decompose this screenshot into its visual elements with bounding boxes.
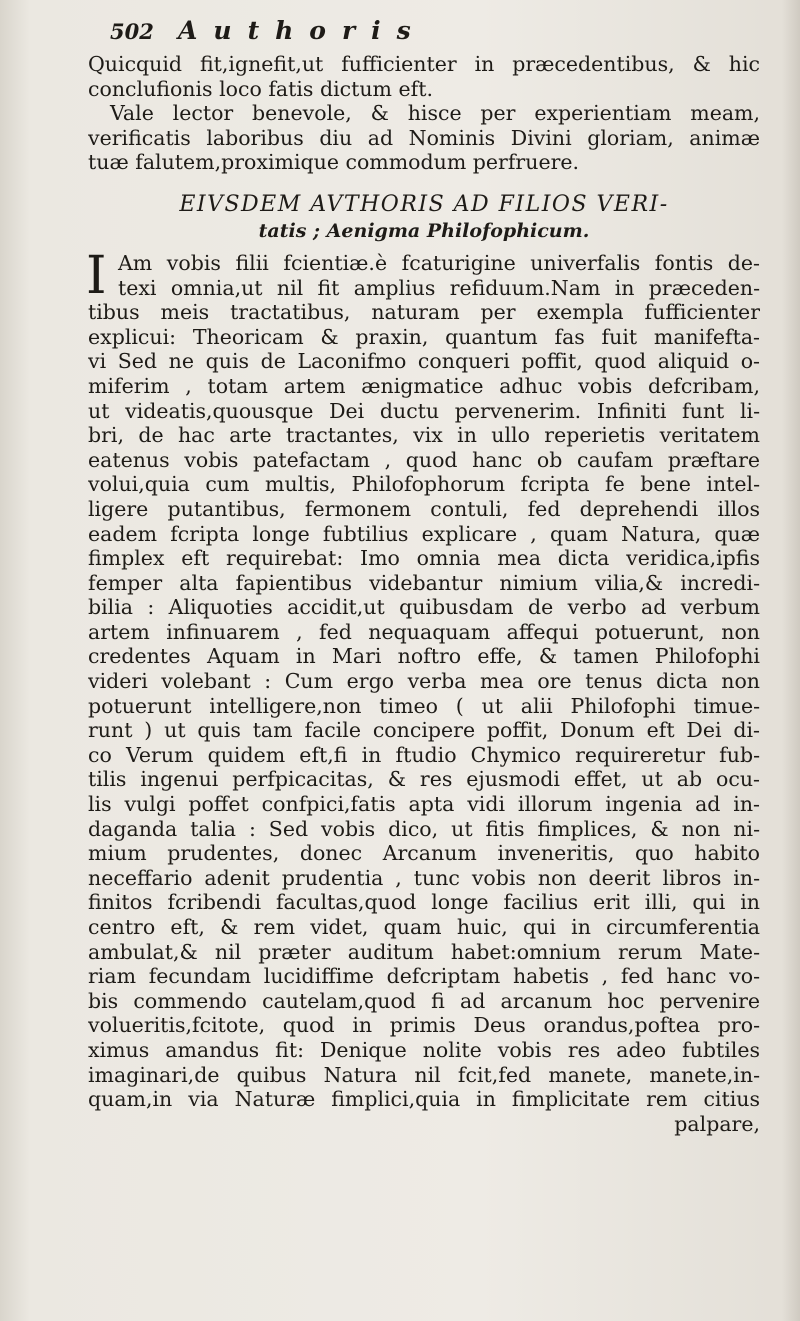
- text-line: finitos fcribendi facultas,quod longe facilius erit illi, qui in: [88, 890, 760, 915]
- text-line: eadem fcripta longe fubtilius explicare , quam Natura, quæ: [88, 521, 760, 546]
- text-line: femper alta fapientibus videbantur nimium vilia,& incredi-: [88, 570, 760, 595]
- text-line: artem infinuarem , fed nequaquam affequi potuerunt, non: [88, 619, 760, 644]
- page-number: 502: [110, 19, 154, 44]
- text-line: verificatis laboribus diu ad Nominis Divini gloriam, animæ: [88, 125, 760, 150]
- page-header: [110, 16, 760, 52]
- page-edge-shadow: [782, 0, 800, 1321]
- text-line: Am vobis filii fcientiæ.è fcaturigine univerfalis fontis de-: [118, 250, 760, 275]
- text-line: miferim , totam artem ænigmatice adhuc vobis defcribam,: [88, 373, 760, 398]
- paragraph-2: [88, 101, 760, 175]
- text-line: texi omnia,ut nil fit amplius refiduum.Nam in præceden-: [118, 275, 760, 300]
- text-line: quam,in via Naturæ fimplici,quia in fimplicitate rem citius: [88, 1087, 760, 1112]
- text-line: ambulat,& nil præter auditum habet:omnium rerum Mate-: [88, 939, 760, 964]
- text-line: centro eft, & rem videt, quam huic, qui in circumferentia: [88, 915, 760, 939]
- catchword: palpare,: [674, 1111, 760, 1136]
- text-line: fimplex eft requirebat: Imo omnia mea dicta veridica,ipfis: [88, 546, 760, 571]
- text-line: bis commendo cautelam,quod fi ad arcanum hoc pervenire: [88, 988, 760, 1013]
- text-line: vi Sed ne quis de Laconifmo conqueri poffit, quod aliquid o-: [88, 349, 760, 374]
- text-line: mium prudentes, donec Arcanum inveneritis, quo habito: [88, 841, 760, 866]
- drop-cap: I: [86, 245, 107, 306]
- text-line: imaginari,de quibus Natura nil fcit,fed manete, manete,in-: [88, 1062, 760, 1087]
- text-line: potuerunt intelligere,non timeo ( ut alii Philofophi timue-: [88, 693, 760, 718]
- main-text: [88, 52, 760, 1136]
- text-line: credentes Aquam in Mari noftro effe, & tamen Philofophi: [88, 644, 760, 669]
- text-line: volui,quia cum multis, Philofophorum fcripta fe bene intel-: [88, 472, 760, 497]
- text-line: Vale lector benevole, & hisce per experientiam meam,: [110, 101, 760, 126]
- text-line: tuæ falutem,proximique commodum perfruere.: [88, 150, 580, 175]
- text-line: neceffario adenit prudentia , tunc vobis non deerit libros in-: [88, 865, 760, 890]
- heading-line-2: tatis ; Aenigma Philofophicum.: [258, 219, 590, 242]
- text-line: co Verum quidem eft,fi in ftudio Chymico requireretur fub-: [88, 742, 760, 767]
- text-line: tilis ingenui perfpicacitas, & res ejusmodi effet, ut ab ocu-: [88, 767, 760, 792]
- text-line: conclufionis loco fatis dictum eft.: [88, 76, 433, 101]
- text-line: lis vulgi poffet confpici,fatis apta vidi illorum ingenia ad in-: [88, 792, 760, 817]
- heading-line-1: EIVSDEM AVTHORIS AD FILIOS VERI-: [179, 191, 669, 217]
- text-line: Quicquid fit,ignefit,ut fufficienter in præcedentibus, & hic: [88, 52, 760, 76]
- text-line: videri volebant : Cum ergo verba mea ore tenus dicta non: [88, 669, 760, 694]
- running-head: Authoris: [178, 16, 427, 45]
- text-line: runt ) ut quis tam facile concipere poffit, Donum eft Dei di-: [88, 718, 760, 743]
- text-line: eatenus vobis patefactam , quod hanc ob caufam præftare: [88, 447, 760, 472]
- text-line: bri, de hac arte tractantes, vix in ullo reperietis veritatem: [88, 423, 760, 448]
- text-line: bilia : Aliquoties accidit,ut quibusdam de verbo ad verbum: [88, 595, 760, 620]
- text-line: tibus meis tractatibus, naturam per exempla fufficienter: [88, 300, 760, 325]
- text-line: explicui: Theoricam & praxin, quantum fas fuit manifefta-: [88, 324, 760, 349]
- body-paragraph: [86, 245, 760, 1136]
- paragraph-1: [88, 52, 760, 101]
- text-line: ut videatis,quousque Dei ductu pervenerim. Infiniti funt li-: [88, 398, 760, 423]
- text-line: ligere putantibus, fermonem contuli, fed deprehendi illos: [88, 496, 760, 521]
- text-line: riam fecundam lucidiffime defcriptam habetis , fed hanc vo-: [88, 964, 760, 989]
- text-line: daganda talia : Sed vobis dico, ut fitis fimplices, & non ni-: [88, 816, 760, 841]
- text-line: ximus amandus fit: Denique nolite vobis res adeo fubtiles: [88, 1037, 760, 1062]
- text-line: volueritis,fcitote, quod in primis Deus orandus,poftea pro-: [88, 1013, 760, 1038]
- section-heading: [88, 191, 760, 243]
